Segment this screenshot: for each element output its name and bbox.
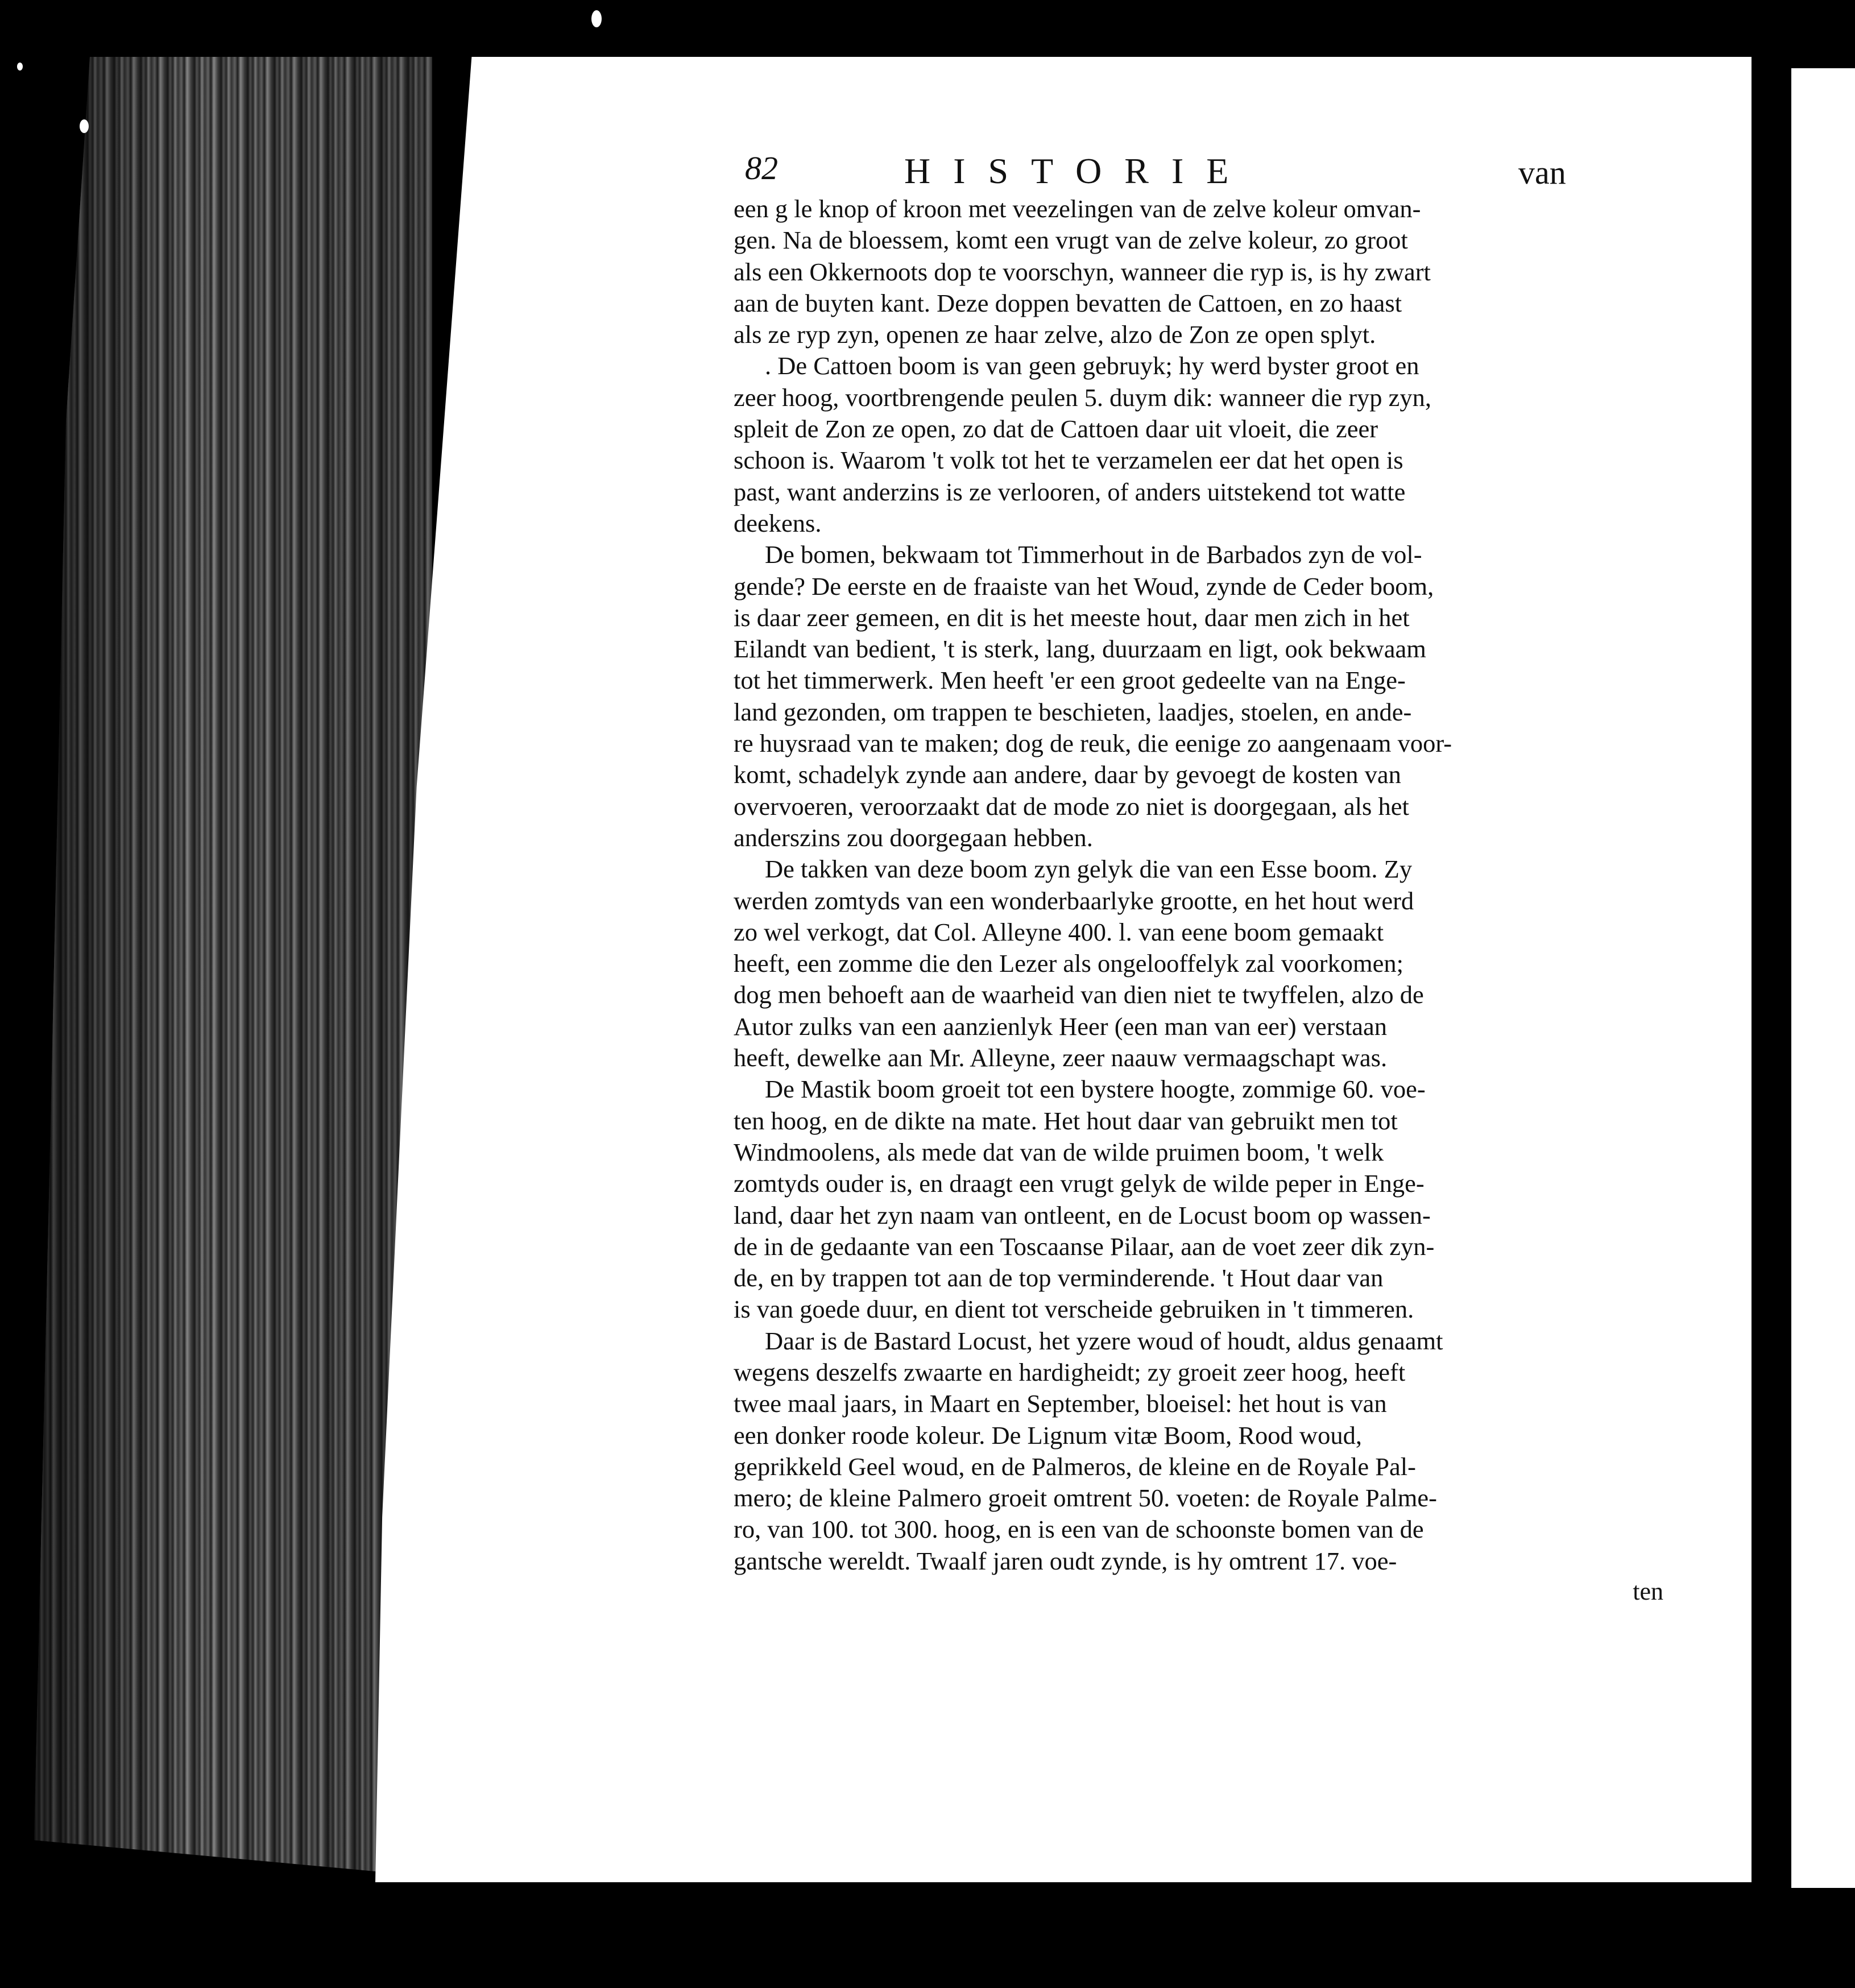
text-line: Windmoolens, als mede dat van de wilde pruimen boom, 't welk [734, 1137, 1384, 1166]
text-line: gantsche wereldt. Twaalf jaren oudt zynde, is hy omtrent 17. voe- [734, 1546, 1397, 1575]
body-text [734, 193, 1663, 1577]
text-line: heeft, een zomme die den Lezer als ongelooffelyk zal voorkomen; [734, 949, 1403, 978]
text-line: is daar zeer gemeen, en dit is het meeste hout, daar men zich in het [734, 603, 1410, 632]
text-line: werden zomtyds van een wonderbaarlyke grootte, en het hout werd [734, 886, 1414, 915]
text-line: Daar is de Bastard Locust, het yzere woud of houdt, aldus genaamt [765, 1326, 1443, 1355]
text-line: komt, schadelyk zynde aan andere, daar by gevoegt de kosten van [734, 760, 1401, 789]
text-line: zeer hoog, voortbrengende peulen 5. duym dik: wanneer die ryp zyn, [734, 383, 1432, 412]
running-title: HISTORIE [904, 151, 1252, 191]
text-line: tot het timmerwerk. Men heeft 'er een groot gedeelte van na Enge- [734, 666, 1406, 695]
facing-page-sliver [1791, 68, 1855, 1888]
text-line: Eilandt van bedient, 't is sterk, lang, duurzaam en ligt, ook bekwaam [734, 635, 1426, 664]
text-line: dog men behoeft aan de waarheid van dien niet te twyffelen, alzo de [734, 980, 1424, 1009]
text-line: Autor zulks van een aanzienlyk Heer (een man van eer) verstaan [734, 1012, 1388, 1041]
text-line: . De Cattoen boom is van geen gebruyk; hy werd byster groot en [765, 351, 1419, 380]
text-line: re huysraad van te maken; dog de reuk, die eenige zo aangenaam voor- [734, 729, 1452, 758]
text-line: een g le knop of kroon met veezelingen van de zelve koleur omvan- [734, 194, 1421, 223]
text-line: land gezonden, om trappen te beschieten, laadjes, stoelen, en ande- [734, 697, 1412, 726]
page-text-block [734, 149, 1663, 1611]
scan-speck [17, 63, 23, 71]
text-line: zomtyds ouder is, en draagt een vrugt gelyk de wilde peper in Enge- [734, 1169, 1425, 1198]
text-line: ten hoog, en de dikte na mate. Het hout daar van gebruikt men tot [734, 1106, 1398, 1135]
text-line: gen. Na de bloessem, komt een vrugt van de zelve koleur, zo groot [734, 226, 1408, 255]
text-line: als ze ryp zyn, openen ze haar zelve, alzo de Zon ze open splyt. [734, 320, 1376, 349]
text-line: De Mastik boom groeit tot een bystere hoogte, zommige 60. voe- [765, 1075, 1426, 1104]
text-line: De takken van deze boom zyn gelyk die van een Esse boom. Zy [765, 855, 1413, 884]
text-line: schoon is. Waarom 't volk tot het te verzamelen eer dat het open is [734, 446, 1403, 475]
text-line: ro, van 100. tot 300. hoog, en is een van de schoonste bomen van de [734, 1515, 1424, 1544]
text-line: wegens deszelfs zwaarte en hardigheidt; zy groeit zeer hoog, heeft [734, 1357, 1406, 1386]
text-line: een donker roode koleur. De Lignum vitæ Boom, Rood woud, [734, 1420, 1362, 1449]
book-edge-shadow [34, 57, 432, 1877]
text-line: de in de gedaante van een Toscaanse Pilaar, aan de voet zeer dik zyn- [734, 1232, 1435, 1261]
page-number: 82 [745, 150, 778, 187]
text-line: aan de buyten kant. Deze doppen bevatten de Cattoen, en zo haast [734, 288, 1402, 317]
text-line: spleit de Zon ze open, zo dat de Cattoen daar uit vloeit, die zeer [734, 415, 1378, 444]
scan-speck [591, 10, 602, 27]
text-line: deekens. [734, 508, 822, 537]
text-line: is van goede duur, en dient tot verscheide gebruiken in 't timmeren. [734, 1295, 1414, 1324]
text-line: twee maal jaars, in Maart en September, bloeisel: het hout is van [734, 1389, 1387, 1418]
text-line: De bomen, bekwaam tot Timmerhout in de Barbados zyn de vol- [765, 540, 1422, 569]
text-line: de, en by trappen tot aan de top verminderende. 't Hout daar van [734, 1264, 1384, 1293]
gutter-shadow [1752, 57, 1791, 1888]
text-line: geprikkeld Geel woud, en de Palmeros, de kleine en de Royale Pal- [734, 1452, 1416, 1481]
catchword: ten [1633, 1577, 1663, 1606]
running-title-suffix: van [1518, 154, 1566, 191]
text-line: gende? De eerste en de fraaiste van het Woud, zynde de Ceder boom, [734, 571, 1434, 600]
text-line: als een Okkernoots dop te voorschyn, wanneer die ryp is, is hy zwart [734, 257, 1431, 286]
text-line: anderszins zou doorgegaan hebben. [734, 823, 1093, 852]
running-header [734, 149, 1663, 192]
text-line: overvoeren, veroorzaakt dat de mode zo niet is doorgegaan, als het [734, 792, 1409, 821]
catchword-row [734, 1577, 1663, 1611]
text-line: past, want anderzins is ze verlooren, of anders uitstekend tot watte [734, 477, 1406, 506]
text-line: heeft, dewelke aan Mr. Alleyne, zeer naauw vermaagschapt was. [734, 1043, 1388, 1072]
text-line: land, daar het zyn naam van ontleent, en de Locust boom op wassen- [734, 1200, 1431, 1229]
text-line: zo wel verkogt, dat Col. Alleyne 400. l. van eene boom gemaakt [734, 917, 1384, 946]
scan-speck [80, 119, 89, 133]
text-line: mero; de kleine Palmero groeit omtrent 50. voeten: de Royale Palme- [734, 1484, 1437, 1513]
